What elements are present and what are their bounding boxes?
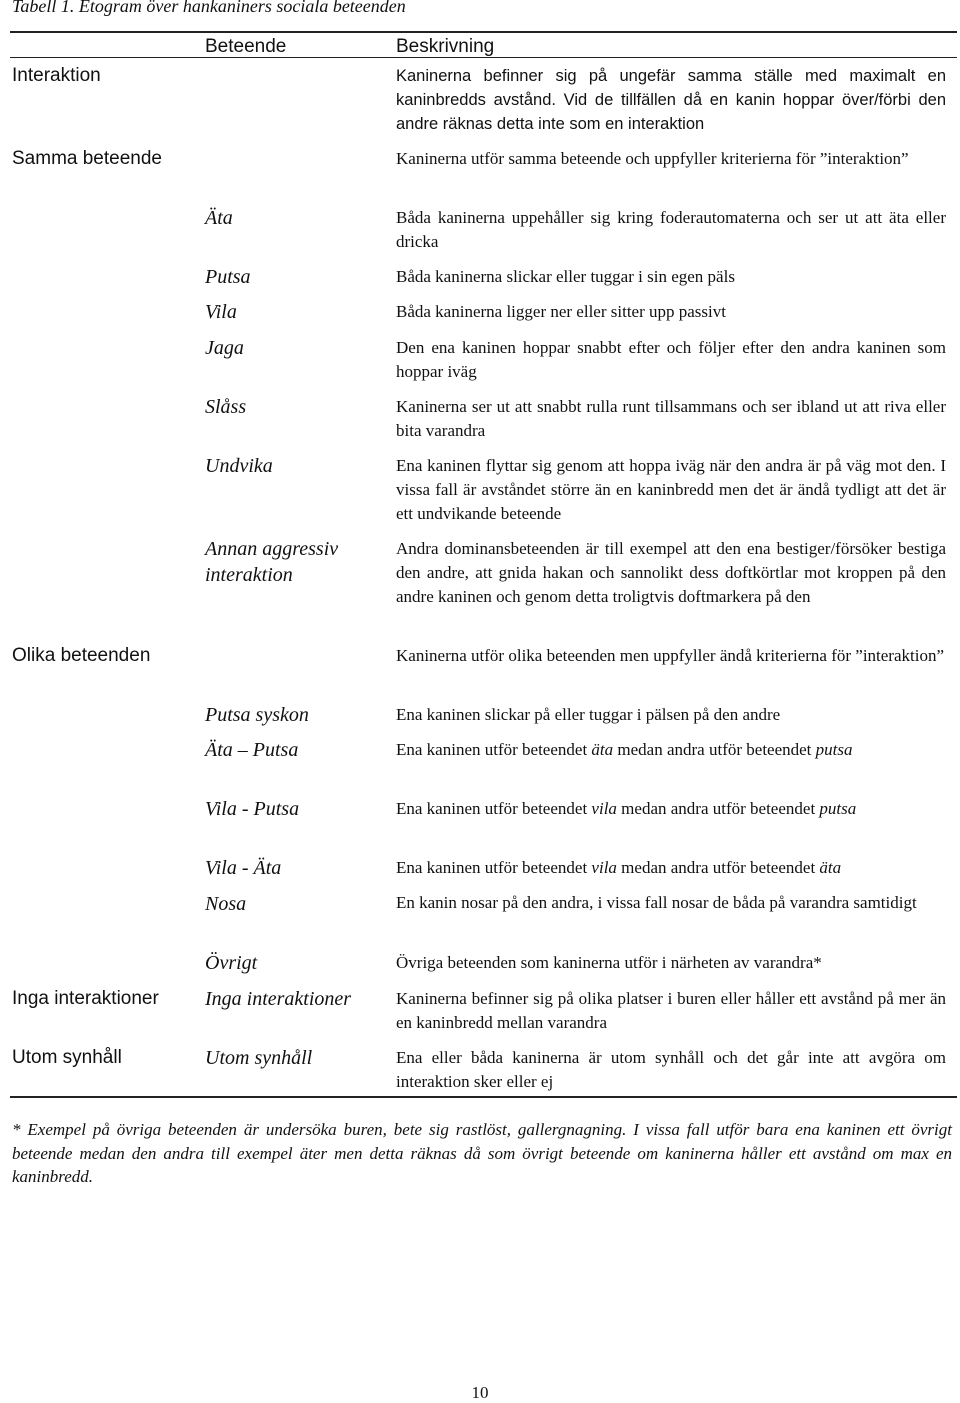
behavior-utom-synhall: Utom synhåll xyxy=(205,1047,313,1069)
table-footnote: * Exempel på övriga beteenden är undersöka buren, bete sig rastlöst, gallergnagning. I vissa fall utför bara ena kaninen ett övrigt beteende medan den andra till exempel äter men detta räknas då som övrigt beteende om kaninerna håller ett avstånd om max en kaninbredd. xyxy=(12,1120,952,1186)
description-ovrigt: Övriga beteenden som kaninerna utför i närheten av varandra* xyxy=(396,953,822,972)
description-annan-aggressiv: Andra dominansbeteenden är till exempel att den ena bestiger/försöker bestiga den andre, att gnida hakan och sannolikt dess doftkörtlar mot kroppen på den andre kaninen och genom detta troligtvis doftmarkera på den xyxy=(396,539,946,606)
description-nosa: En kanin nosar på den andra, i vissa fall nosar de båda på varandra samtidigt xyxy=(396,893,917,912)
category-inga-interaktioner: Inga interaktioner xyxy=(12,988,159,1009)
description-jaga: Den ena kaninen hoppar snabbt efter och följer efter den andra kaninen som hoppar iväg xyxy=(396,338,946,381)
description-vila: Båda kaninerna ligger ner eller sitter upp passivt xyxy=(396,302,726,321)
description-interaktion: Kaninerna befinner sig på ungefär samma ställe med maximalt en kaninbredds avstånd. Vid de tillfällen då en kanin hoppar över/förbi den andre räknas detta inte som en interaktion xyxy=(396,67,946,133)
behavior-vila-ata: Vila - Äta xyxy=(205,857,282,879)
behavior-nosa: Nosa xyxy=(205,893,247,915)
description-inga-interaktioner: Kaninerna befinner sig på olika platser i buren eller håller ett avstånd på mer än en kaninbredd mellan varandra xyxy=(396,989,946,1032)
page-number: 10 xyxy=(471,1383,489,1402)
table-header-rule xyxy=(10,57,957,58)
behavior-putsa-syskon: Putsa syskon xyxy=(205,704,309,726)
behavior-ata-putsa: Äta – Putsa xyxy=(205,739,299,761)
category-utom-synhall: Utom synhåll xyxy=(12,1047,122,1068)
behavior-slass: Slåss xyxy=(205,396,247,418)
behavior-undvika: Undvika xyxy=(205,455,273,477)
behavior-jaga: Jaga xyxy=(205,337,244,359)
header-beskrivning: Beskrivning xyxy=(396,36,495,57)
description-utom-synhall: Ena eller båda kaninerna är utom synhåll och det går inte att avgöra om interaktion sker eller ej xyxy=(396,1048,946,1091)
table-caption: Tabell 1. Etogram över hankaniners sociala beteenden xyxy=(12,0,406,16)
behavior-annan-aggressiv: Annan aggressiv interaktion xyxy=(205,538,339,586)
table-top-rule xyxy=(10,31,957,33)
description-putsa-syskon: Ena kaninen slickar på eller tuggar i pälsen på den andre xyxy=(396,705,781,724)
behavior-inga-interaktioner: Inga interaktioner xyxy=(205,988,352,1010)
behavior-vila: Vila xyxy=(205,301,237,323)
description-putsa: Båda kaninerna slickar eller tuggar i sin egen päls xyxy=(396,267,735,286)
description-vila-ata: Ena kaninen utför beteendet vila medan andra utför beteendet äta xyxy=(396,858,842,877)
description-vila-putsa: Ena kaninen utför beteendet vila medan andra utför beteendet putsa xyxy=(396,799,857,818)
behavior-ovrigt: Övrigt xyxy=(205,952,258,974)
category-samma-beteende: Samma beteende xyxy=(12,148,162,169)
description-ata-putsa: Ena kaninen utför beteendet äta medan andra utför beteendet putsa xyxy=(396,740,853,759)
description-ata: Båda kaninerna uppehåller sig kring foderautomaterna och ser ut att äta eller dricka xyxy=(396,208,946,251)
description-slass: Kaninerna ser ut att snabbt rulla runt tillsammans och ser ibland ut att riva eller bita varandra xyxy=(396,397,946,440)
description-samma-beteende: Kaninerna utför samma beteende och uppfyller kriterierna för ”interaktion” xyxy=(396,149,909,168)
description-undvika: Ena kaninen flyttar sig genom att hoppa iväg när den andra är på väg mot den. I vissa fall är avståndet större än en kaninbredd men det är ändå tydligt att det är ett undvikande beteende xyxy=(396,456,946,523)
category-interaktion: Interaktion xyxy=(12,65,101,86)
table-bottom-rule xyxy=(10,1096,957,1098)
header-beteende: Beteende xyxy=(205,36,287,57)
description-olika-beteenden: Kaninerna utför olika beteenden men uppfyller ändå kriterierna för ”interaktion” xyxy=(396,646,945,665)
category-olika-beteenden: Olika beteenden xyxy=(12,645,151,666)
behavior-ata: Äta xyxy=(205,207,233,229)
behavior-putsa: Putsa xyxy=(205,266,251,288)
behavior-vila-putsa: Vila - Putsa xyxy=(205,798,300,820)
